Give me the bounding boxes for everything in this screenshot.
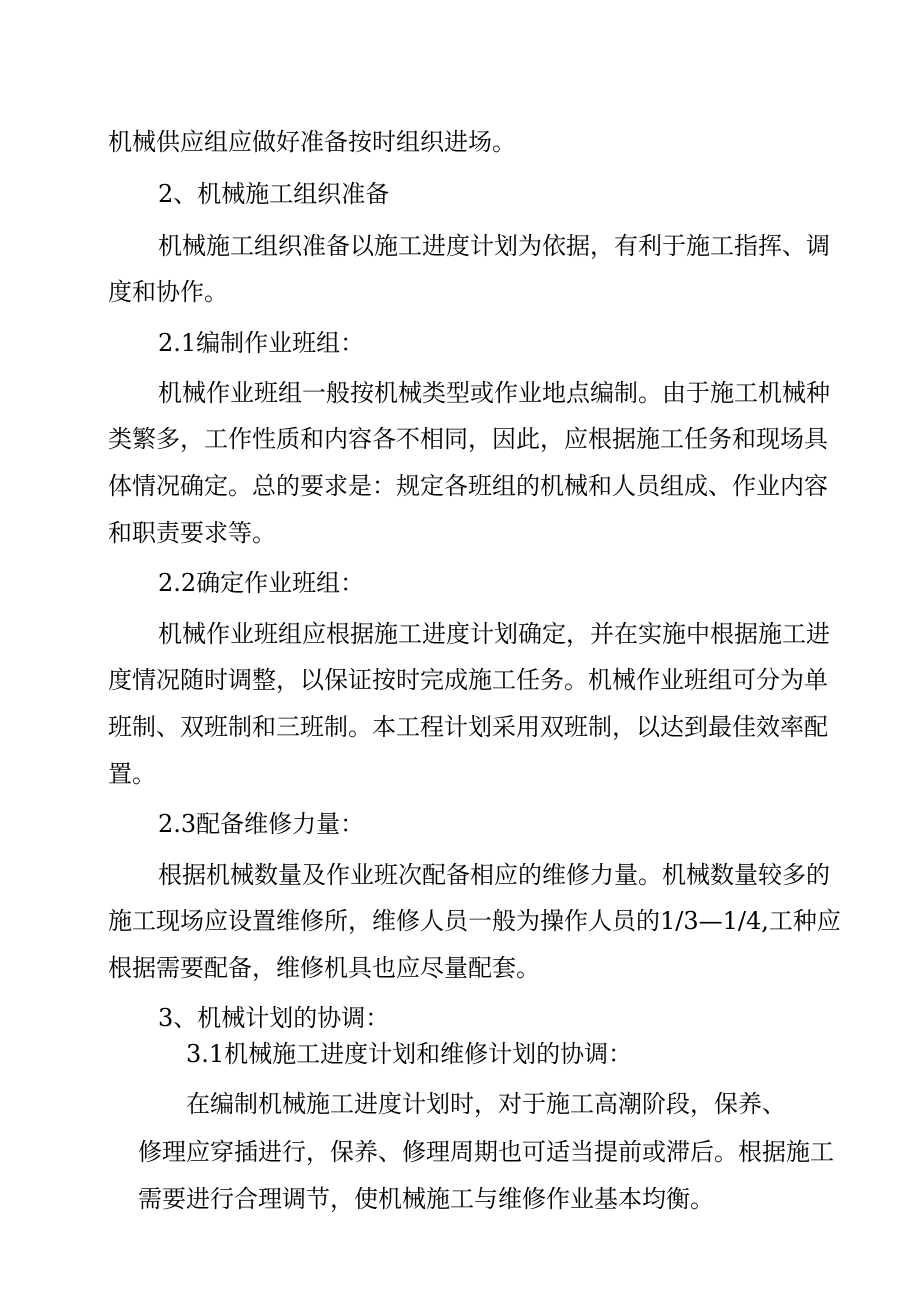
paragraph-line: 机械作业班组应根据施工进度计划确定，并在实施中根据施工进 — [158, 620, 830, 648]
subsection-heading: 2.1编制作业班组： — [158, 329, 365, 357]
paragraph-line: 根据需要配备，维修机具也应尽量配套。 — [108, 954, 540, 982]
paragraph-line: 机械作业班组一般按机械类型或作业地点编制。由于施工机械种 — [158, 379, 830, 407]
paragraph-line: 体情况确定。总的要求是：规定各班组的机械和人员组成、作业内容 — [108, 472, 828, 500]
section-heading: 2、机械施工组织准备 — [158, 180, 390, 208]
paragraph-line: 类繁多，工作性质和内容各不相同，因此，应根据施工任务和现场具 — [108, 425, 828, 453]
paragraph-line: 机械供应组应做好准备按时组织进场。 — [108, 128, 516, 156]
subsection-heading: 3.1机械施工进度计划和维修计划的协调： — [186, 1040, 633, 1068]
paragraph-line: 在编制机械施工进度计划时，对于施工高潮阶段，保养、 — [186, 1090, 786, 1118]
subsection-heading: 2.2确定作业班组： — [158, 569, 365, 597]
paragraph-line: 修理应穿插进行，保养、修理周期也可适当提前或滞后。根据施工 — [138, 1138, 834, 1166]
paragraph-line: 机械施工组织准备以施工进度计划为依据，有利于施工指挥、调 — [158, 232, 830, 260]
paragraph-line: 需要进行合理调节，使机械施工与维修作业基本均衡。 — [138, 1185, 714, 1213]
paragraph-line: 和职责要求等。 — [108, 519, 276, 547]
subsection-heading: 2.3配备维修力量： — [158, 810, 365, 838]
paragraph-line: 班制、双班制和三班制。本工程计划采用双班制，以达到最佳效率配 — [108, 713, 828, 741]
paragraph-line: 置。 — [108, 760, 156, 788]
paragraph-line: 根据机械数量及作业班次配备相应的维修力量。机械数量较多的 — [158, 861, 830, 889]
paragraph-line: 施工现场应设置维修所，维修人员一般为操作人员的1/3—1/4,工种应 — [108, 907, 841, 935]
paragraph-line: 度和协作。 — [108, 278, 228, 306]
section-heading: 3、机械计划的协调： — [158, 1004, 390, 1032]
paragraph-line: 度情况随时调整，以保证按时完成施工任务。机械作业班组可分为单 — [108, 666, 828, 694]
